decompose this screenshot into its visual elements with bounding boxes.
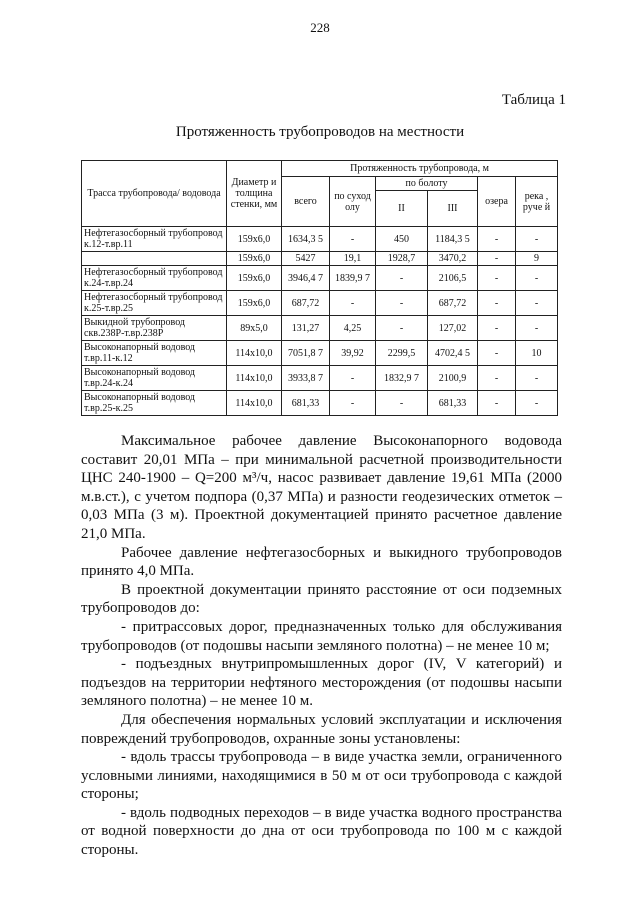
body-text xyxy=(81,432,562,860)
swamp-iii-cell: 2106,5 xyxy=(428,266,478,291)
swamp-ii-cell: 450 xyxy=(376,227,428,252)
diameter-cell: 159х6,0 xyxy=(227,266,282,291)
lakes-cell: - xyxy=(478,227,516,252)
lakes-cell: - xyxy=(478,316,516,341)
table-row xyxy=(82,266,558,291)
river-cell: - xyxy=(516,266,558,291)
pipeline-length-table xyxy=(81,160,558,416)
paragraph: Для обеспечения нормальных условий эксплуатации и исключения повреждений трубопроводов, охранные зоны установлены: xyxy=(81,711,562,747)
table-row xyxy=(82,227,558,252)
swamp-iii-cell: 681,33 xyxy=(428,391,478,416)
header-river: река , руче й xyxy=(516,177,558,227)
paragraph: - притрассовых дорог, предназначенных только для обслуживания трубопроводов (от подошвы насыпи земляного полотна) – не менее 10 м; xyxy=(81,618,562,654)
swamp-iii-cell: 127,02 xyxy=(428,316,478,341)
swamp-ii-cell: - xyxy=(376,316,428,341)
paragraph: Рабочее давление нефтегазосборных и выкидного трубопроводов принято 4,0 МПа. xyxy=(81,544,562,580)
dry-cell: 1839,9 7 xyxy=(330,266,376,291)
swamp-ii-cell: 1832,9 7 xyxy=(376,366,428,391)
total-cell: 687,72 xyxy=(282,291,330,316)
table-row xyxy=(82,316,558,341)
table-row xyxy=(82,341,558,366)
dry-cell: 4,25 xyxy=(330,316,376,341)
route-cell xyxy=(82,252,227,266)
table-row xyxy=(82,252,558,266)
paragraph: - вдоль подводных переходов – в виде участка водного пространства от водной поверхности до дна от оси трубопровода по 100 м с каждой стороны. xyxy=(81,804,562,859)
header-total: всего xyxy=(282,177,330,227)
diameter-cell: 89х5,0 xyxy=(227,316,282,341)
route-cell: Нефтегазосборный трубопровод к.24-т.вр.24 xyxy=(82,266,227,291)
total-cell: 681,33 xyxy=(282,391,330,416)
dry-cell: - xyxy=(330,391,376,416)
swamp-iii-cell: 4702,4 5 xyxy=(428,341,478,366)
river-cell: - xyxy=(516,366,558,391)
table-title: Протяженность трубопроводов на местности xyxy=(175,124,465,140)
total-cell: 1634,3 5 xyxy=(282,227,330,252)
header-by-dry: по суход олу xyxy=(330,177,376,227)
lakes-cell: - xyxy=(478,366,516,391)
swamp-ii-cell: - xyxy=(376,266,428,291)
swamp-iii-cell: 3470,2 xyxy=(428,252,478,266)
diameter-cell: 114х10,0 xyxy=(227,341,282,366)
header-lakes: озера xyxy=(478,177,516,227)
table-row xyxy=(82,366,558,391)
swamp-iii-cell: 687,72 xyxy=(428,291,478,316)
table-row xyxy=(82,391,558,416)
page-number: 228 xyxy=(310,20,330,35)
total-cell: 7051,8 7 xyxy=(282,341,330,366)
paragraph: - вдоль трассы трубопровода – в виде участка земли, ограниченного условными линиями, находящимися в 50 м от оси трубопровода с каждой стороны; xyxy=(81,749,562,803)
header-route: Трасса трубопровода/ водовода xyxy=(82,161,227,227)
header-swamp-iii: III xyxy=(428,191,478,227)
route-cell: Выкидной трубопровод скв.238Р-т.вр.238Р xyxy=(82,316,227,341)
diameter-cell: 159х6,0 xyxy=(227,252,282,266)
route-cell: Нефтегазосборный трубопровод к.12-т.вр.11 xyxy=(82,227,227,252)
dry-cell: - xyxy=(330,366,376,391)
total-cell: 5427 xyxy=(282,252,330,266)
route-cell: Высоконапорный водовод т.вр.11-к.12 xyxy=(82,341,227,366)
paragraph: В проектной документации принято расстояние от оси подземных трубопроводов до: xyxy=(81,581,562,617)
dry-cell: - xyxy=(330,291,376,316)
dry-cell: 39,92 xyxy=(330,341,376,366)
paragraph: Максимальное рабочее давление Высоконапорного водовода составит 20,01 МПа – при минимальной расчетной производительности ЦНС 240-1900 – Q=200 м³/ч, насос развивает давление 19,61 МПа (2000 м.в.ст.), с учетом подпора (0,37 МПа) и разности геодезических отметок – 0,03 МПа (3 м). Проектной документацией принято расчетное давление 21,0 МПа. xyxy=(81,433,562,542)
diameter-cell: 159х6,0 xyxy=(227,227,282,252)
swamp-ii-cell: - xyxy=(376,391,428,416)
river-cell: - xyxy=(516,316,558,341)
total-cell: 131,27 xyxy=(282,316,330,341)
paragraph: - подъездных внутрипромышленных дорог (IV, V категорий) и подъездов на территории нефтяного месторождения (от подошвы насыпи земляного полотна) – не менее 10 м. xyxy=(81,656,562,710)
river-cell: - xyxy=(516,391,558,416)
swamp-iii-cell: 2100,9 xyxy=(428,366,478,391)
dry-cell: 19,1 xyxy=(330,252,376,266)
lakes-cell: - xyxy=(478,291,516,316)
total-cell: 3946,4 7 xyxy=(282,266,330,291)
river-cell: 9 xyxy=(516,252,558,266)
route-cell: Высоконапорный водовод т.вр.25-к.25 xyxy=(82,391,227,416)
total-cell: 3933,8 7 xyxy=(282,366,330,391)
header-swamp-ii: II xyxy=(376,191,428,227)
lakes-cell: - xyxy=(478,391,516,416)
lakes-cell: - xyxy=(478,341,516,366)
swamp-iii-cell: 1184,3 5 xyxy=(428,227,478,252)
diameter-cell: 159х6,0 xyxy=(227,291,282,316)
dry-cell: - xyxy=(330,227,376,252)
table-label: Таблица 1 xyxy=(501,92,566,108)
swamp-ii-cell: 1928,7 xyxy=(376,252,428,266)
diameter-cell: 114х10,0 xyxy=(227,391,282,416)
route-cell: Нефтегазосборный трубопровод к.25-т.вр.25 xyxy=(82,291,227,316)
header-diameter: Диаметр и толщина стенки, мм xyxy=(227,161,282,227)
river-cell: - xyxy=(516,291,558,316)
table-row xyxy=(82,291,558,316)
diameter-cell: 114х10,0 xyxy=(227,366,282,391)
river-cell: - xyxy=(516,227,558,252)
lakes-cell: - xyxy=(478,266,516,291)
swamp-ii-cell: - xyxy=(376,291,428,316)
river-cell: 10 xyxy=(516,341,558,366)
route-cell: Высоконапорный водовод т.вр.24-к.24 xyxy=(82,366,227,391)
swamp-ii-cell: 2299,5 xyxy=(376,341,428,366)
lakes-cell: - xyxy=(478,252,516,266)
header-length-group: Протяженность трубопровода, м xyxy=(282,161,558,177)
header-by-swamp: по болоту xyxy=(376,177,478,191)
